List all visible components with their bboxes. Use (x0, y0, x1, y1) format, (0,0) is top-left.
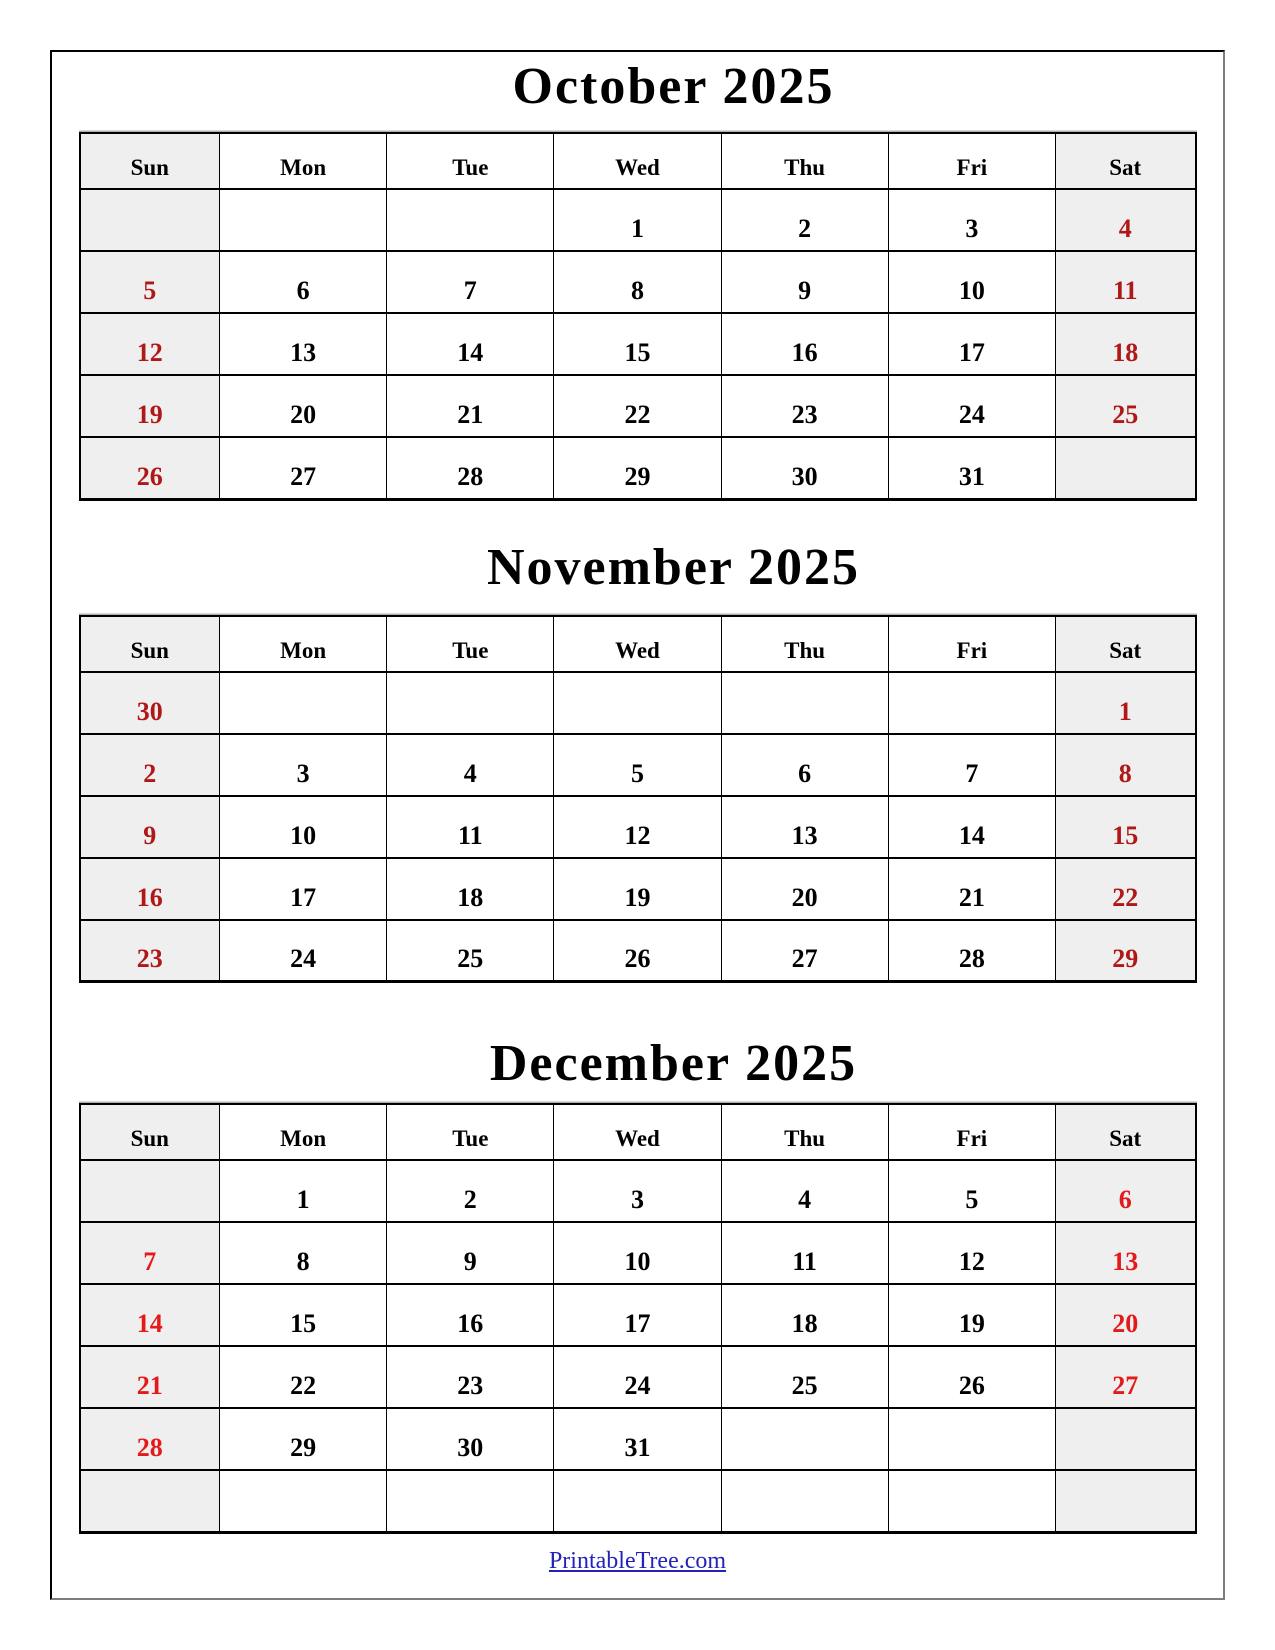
week-row (80, 672, 1196, 734)
month-december (52, 1033, 1223, 1534)
date-cell: 5 (80, 251, 220, 313)
date-cell: 21 (387, 375, 554, 437)
date-cell: 26 (554, 920, 721, 982)
date-cell (387, 1470, 554, 1532)
weekday-header-mon: Mon (220, 133, 387, 189)
date-cell: 27 (721, 920, 888, 982)
date-cell (1055, 1470, 1195, 1532)
date-cell: 8 (554, 251, 721, 313)
date-cell: 3 (888, 189, 1055, 251)
date-cell: 24 (554, 1346, 721, 1408)
weekday-header-row (80, 1104, 1196, 1160)
date-cell (721, 1470, 888, 1532)
weekday-header-sat: Sat (1055, 616, 1195, 672)
date-cell (387, 672, 554, 734)
month-title-november (52, 537, 1223, 599)
date-cell: 29 (554, 437, 721, 499)
week-row (80, 1284, 1196, 1346)
date-cell: 11 (1055, 251, 1195, 313)
month-title-text: November 2025 (486, 538, 861, 596)
date-cell: 27 (220, 437, 387, 499)
weekday-header-tue: Tue (387, 1104, 554, 1160)
date-cell: 16 (387, 1284, 554, 1346)
week-row (80, 1470, 1196, 1532)
date-cell (554, 1470, 721, 1532)
date-cell: 9 (387, 1222, 554, 1284)
date-cell: 3 (554, 1160, 721, 1222)
date-cell (220, 672, 387, 734)
date-cell: 7 (387, 251, 554, 313)
date-cell: 13 (721, 796, 888, 858)
date-cell: 20 (1055, 1284, 1195, 1346)
date-cell: 2 (387, 1160, 554, 1222)
calendar-table-november (79, 615, 1197, 984)
date-cell: 30 (721, 437, 888, 499)
date-cell (554, 672, 721, 734)
weekday-header-tue: Tue (387, 616, 554, 672)
date-cell: 28 (888, 920, 1055, 982)
date-cell: 18 (1055, 313, 1195, 375)
weekday-header-fri: Fri (888, 616, 1055, 672)
date-cell (387, 189, 554, 251)
week-row (80, 1160, 1196, 1222)
weekday-header-mon: Mon (220, 1104, 387, 1160)
weekday-header-wed: Wed (554, 133, 721, 189)
date-cell: 7 (888, 734, 1055, 796)
date-cell: 10 (888, 251, 1055, 313)
date-cell: 14 (387, 313, 554, 375)
date-cell: 2 (721, 189, 888, 251)
date-cell: 17 (888, 313, 1055, 375)
date-cell (80, 1470, 220, 1532)
week-row (80, 920, 1196, 982)
calendar-table-october (79, 132, 1197, 501)
weekday-header-thu: Thu (721, 1104, 888, 1160)
weekday-header-sun: Sun (80, 133, 220, 189)
date-cell: 22 (554, 375, 721, 437)
date-cell (220, 189, 387, 251)
date-cell: 21 (888, 858, 1055, 920)
week-row (80, 858, 1196, 920)
date-cell: 4 (721, 1160, 888, 1222)
weekday-header-fri: Fri (888, 133, 1055, 189)
date-cell (220, 1470, 387, 1532)
date-cell: 30 (80, 672, 220, 734)
date-cell: 29 (220, 1408, 387, 1470)
date-cell: 1 (1055, 672, 1195, 734)
calendar-table-december (79, 1103, 1197, 1534)
month-title-october (52, 56, 1223, 118)
date-cell: 24 (888, 375, 1055, 437)
date-cell: 25 (387, 920, 554, 982)
date-cell: 17 (554, 1284, 721, 1346)
date-cell: 28 (387, 437, 554, 499)
date-cell: 18 (387, 858, 554, 920)
date-cell: 27 (1055, 1346, 1195, 1408)
date-cell: 23 (80, 920, 220, 982)
weekday-header-sun: Sun (80, 1104, 220, 1160)
week-row (80, 796, 1196, 858)
week-row (80, 251, 1196, 313)
date-cell: 16 (80, 858, 220, 920)
date-cell: 8 (1055, 734, 1195, 796)
date-cell: 19 (888, 1284, 1055, 1346)
week-row (80, 437, 1196, 499)
date-cell: 22 (220, 1346, 387, 1408)
date-cell: 15 (220, 1284, 387, 1346)
month-title-december (52, 1033, 1223, 1095)
date-cell: 30 (387, 1408, 554, 1470)
date-cell: 18 (721, 1284, 888, 1346)
weekday-header-sat: Sat (1055, 133, 1195, 189)
page-border (50, 50, 1225, 1600)
date-cell: 4 (1055, 189, 1195, 251)
date-cell (888, 1470, 1055, 1532)
week-row (80, 375, 1196, 437)
date-cell: 13 (1055, 1222, 1195, 1284)
footer-link[interactable]: PrintableTree.com (548, 1547, 727, 1574)
weekday-header-wed: Wed (554, 1104, 721, 1160)
date-cell: 7 (80, 1222, 220, 1284)
weekday-header-wed: Wed (554, 616, 721, 672)
date-cell: 13 (220, 313, 387, 375)
date-cell: 12 (80, 313, 220, 375)
date-cell: 15 (1055, 796, 1195, 858)
date-cell: 5 (888, 1160, 1055, 1222)
month-october (52, 56, 1223, 501)
date-cell: 14 (888, 796, 1055, 858)
date-cell: 5 (554, 734, 721, 796)
date-cell: 1 (220, 1160, 387, 1222)
weekday-header-mon: Mon (220, 616, 387, 672)
month-title-text: October 2025 (512, 58, 835, 115)
date-cell: 3 (220, 734, 387, 796)
date-cell: 21 (80, 1346, 220, 1408)
date-cell: 19 (80, 375, 220, 437)
date-cell: 26 (80, 437, 220, 499)
date-cell: 23 (721, 375, 888, 437)
date-cell: 31 (554, 1408, 721, 1470)
date-cell: 20 (220, 375, 387, 437)
weekday-header-row (80, 616, 1196, 672)
weekday-header-row (80, 133, 1196, 189)
date-cell: 6 (1055, 1160, 1195, 1222)
month-title-text: December 2025 (489, 1035, 858, 1092)
date-cell: 12 (888, 1222, 1055, 1284)
date-cell: 26 (888, 1346, 1055, 1408)
date-cell: 11 (387, 796, 554, 858)
weekday-header-sat: Sat (1055, 1104, 1195, 1160)
week-row (80, 734, 1196, 796)
week-row (80, 1408, 1196, 1470)
date-cell: 25 (1055, 375, 1195, 437)
date-cell: 10 (554, 1222, 721, 1284)
date-cell: 2 (80, 734, 220, 796)
weekday-header-sun: Sun (80, 616, 220, 672)
date-cell: 8 (220, 1222, 387, 1284)
date-cell: 12 (554, 796, 721, 858)
date-cell (888, 672, 1055, 734)
date-cell: 6 (220, 251, 387, 313)
week-row (80, 189, 1196, 251)
date-cell: 31 (888, 437, 1055, 499)
date-cell (721, 672, 888, 734)
date-cell (721, 1408, 888, 1470)
date-cell (80, 1160, 220, 1222)
date-cell: 15 (554, 313, 721, 375)
weekday-header-thu: Thu (721, 616, 888, 672)
week-row (80, 1346, 1196, 1408)
date-cell: 9 (80, 796, 220, 858)
date-cell: 22 (1055, 858, 1195, 920)
weekday-header-thu: Thu (721, 133, 888, 189)
weekday-header-fri: Fri (888, 1104, 1055, 1160)
weekday-header-tue: Tue (387, 133, 554, 189)
date-cell (80, 189, 220, 251)
date-cell: 10 (220, 796, 387, 858)
date-cell: 16 (721, 313, 888, 375)
date-cell: 19 (554, 858, 721, 920)
date-cell: 11 (721, 1222, 888, 1284)
date-cell: 24 (220, 920, 387, 982)
date-cell: 1 (554, 189, 721, 251)
date-cell: 6 (721, 734, 888, 796)
week-row (80, 1222, 1196, 1284)
month-november (52, 537, 1223, 984)
date-cell (1055, 1408, 1195, 1470)
date-cell: 14 (80, 1284, 220, 1346)
date-cell: 17 (220, 858, 387, 920)
week-row (80, 313, 1196, 375)
date-cell: 25 (721, 1346, 888, 1408)
date-cell (1055, 437, 1195, 499)
date-cell: 9 (721, 251, 888, 313)
footer (52, 1548, 1223, 1575)
date-cell: 28 (80, 1408, 220, 1470)
date-cell: 20 (721, 858, 888, 920)
date-cell: 23 (387, 1346, 554, 1408)
date-cell (888, 1408, 1055, 1470)
date-cell: 4 (387, 734, 554, 796)
date-cell: 29 (1055, 920, 1195, 982)
